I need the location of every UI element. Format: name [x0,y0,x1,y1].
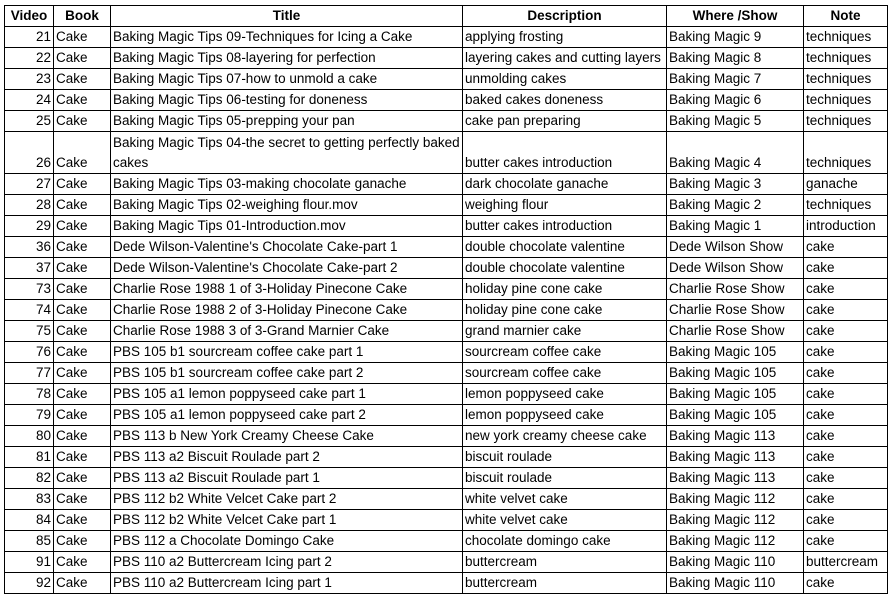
cell-description[interactable]: butter cakes introduction [463,132,667,174]
cell-video[interactable]: 24 [5,90,54,111]
table-row [5,321,888,342]
header-where-show[interactable]: Where /Show [667,6,804,27]
cell-video[interactable]: 92 [5,573,54,594]
cell-note[interactable]: techniques [804,48,888,69]
cell-where-show[interactable]: Baking Magic 105 [667,405,804,426]
cell-where-show[interactable]: Dede Wilson Show [667,237,804,258]
cell-description[interactable]: double chocolate valentine [463,258,667,279]
cell-description[interactable]: biscuit roulade [463,447,667,468]
cell-book[interactable]: Cake [54,216,111,237]
table-row [5,48,888,69]
cell-note[interactable]: buttercream [804,552,888,573]
cell-where-show[interactable]: Baking Magic 9 [667,27,804,48]
cell-description[interactable]: baked cakes doneness [463,90,667,111]
cell-book[interactable]: Cake [54,195,111,216]
cell-where-show[interactable]: Baking Magic 112 [667,489,804,510]
cell-where-show[interactable]: Baking Magic 113 [667,468,804,489]
cell-video[interactable]: 36 [5,237,54,258]
cell-note[interactable]: cake [804,426,888,447]
cell-title[interactable]: Charlie Rose 1988 2 of 3-Holiday Pinecone Cake [111,300,463,321]
cell-book[interactable]: Cake [54,237,111,258]
cell-book[interactable]: Cake [54,132,111,174]
cell-title[interactable]: Charlie Rose 1988 1 of 3-Holiday Pinecone Cake [111,279,463,300]
cell-description[interactable]: buttercream [463,552,667,573]
table-row [5,300,888,321]
table-row [5,552,888,573]
cell-title[interactable]: PBS 105 b1 sourcream coffee cake part 2 [111,363,463,384]
cell-where-show[interactable]: Baking Magic 110 [667,573,804,594]
cell-book[interactable]: Cake [54,384,111,405]
video-table [4,5,888,594]
table-row [5,405,888,426]
cell-book[interactable]: Cake [54,27,111,48]
table-row [5,510,888,531]
cell-description[interactable]: lemon poppyseed cake [463,384,667,405]
cell-book[interactable]: Cake [54,321,111,342]
cell-title[interactable]: Baking Magic Tips 01-Introduction.mov [111,216,463,237]
cell-description[interactable]: lemon poppyseed cake [463,405,667,426]
cell-note[interactable]: techniques [804,27,888,48]
cell-description[interactable]: grand marnier cake [463,321,667,342]
cell-note[interactable]: introduction [804,216,888,237]
cell-video[interactable]: 29 [5,216,54,237]
cell-where-show[interactable]: Baking Magic 105 [667,342,804,363]
table-row [5,279,888,300]
cell-note[interactable]: cake [804,468,888,489]
cell-video[interactable]: 91 [5,552,54,573]
cell-where-show[interactable]: Baking Magic 112 [667,531,804,552]
table-row [5,174,888,195]
cell-title[interactable]: PBS 112 b2 White Velcet Cake part 1 [111,510,463,531]
cell-book[interactable]: Cake [54,531,111,552]
cell-where-show[interactable]: Charlie Rose Show [667,321,804,342]
cell-note[interactable]: cake [804,237,888,258]
table-row [5,111,888,132]
cell-where-show[interactable]: Baking Magic 1 [667,216,804,237]
cell-where-show[interactable]: Baking Magic 110 [667,552,804,573]
header-row [5,6,888,27]
cell-book[interactable]: Cake [54,342,111,363]
cell-note[interactable]: cake [804,342,888,363]
table-row [5,195,888,216]
cell-title[interactable]: PBS 113 a2 Biscuit Roulade part 1 [111,468,463,489]
table-row [5,132,888,174]
cell-note[interactable]: techniques [804,111,888,132]
cell-description[interactable]: holiday pine cone cake [463,300,667,321]
cell-book[interactable]: Cake [54,447,111,468]
cell-note[interactable]: techniques [804,195,888,216]
cell-video[interactable]: 79 [5,405,54,426]
cell-video[interactable]: 78 [5,384,54,405]
cell-note[interactable]: techniques [804,90,888,111]
cell-title[interactable]: Baking Magic Tips 04-the secret to getting perfectly baked cakes [111,132,463,174]
cell-title[interactable]: Baking Magic Tips 06-testing for doneness [111,90,463,111]
cell-video[interactable]: 75 [5,321,54,342]
table-row [5,216,888,237]
cell-title[interactable]: Charlie Rose 1988 3 of 3-Grand Marnier Cake [111,321,463,342]
cell-where-show[interactable]: Baking Magic 6 [667,90,804,111]
cell-title[interactable]: PBS 113 b New York Creamy Cheese Cake [111,426,463,447]
cell-title[interactable]: PBS 113 a2 Biscuit Roulade part 2 [111,447,463,468]
cell-book[interactable]: Cake [54,468,111,489]
cell-video[interactable]: 83 [5,489,54,510]
cell-title[interactable]: Baking Magic Tips 07-how to unmold a cake [111,69,463,90]
cell-book[interactable]: Cake [54,300,111,321]
cell-where-show[interactable]: Dede Wilson Show [667,258,804,279]
cell-where-show[interactable]: Baking Magic 5 [667,111,804,132]
cell-description[interactable]: holiday pine cone cake [463,279,667,300]
table-row [5,363,888,384]
cell-note[interactable]: cake [804,363,888,384]
cell-book[interactable]: Cake [54,48,111,69]
cell-video[interactable]: 84 [5,510,54,531]
cell-video[interactable]: 25 [5,111,54,132]
cell-note[interactable]: techniques [804,132,888,174]
cell-title[interactable]: Baking Magic Tips 02-weighing flour.mov [111,195,463,216]
table-row [5,237,888,258]
cell-title[interactable]: Baking Magic Tips 09-Techniques for Icing a Cake [111,27,463,48]
cell-description[interactable]: white velvet cake [463,510,667,531]
cell-where-show[interactable]: Charlie Rose Show [667,300,804,321]
cell-description[interactable]: sourcream coffee cake [463,363,667,384]
table-row [5,489,888,510]
cell-video[interactable]: 26 [5,132,54,174]
cell-book[interactable]: Cake [54,174,111,195]
table-row [5,27,888,48]
cell-book[interactable]: Cake [54,552,111,573]
cell-description[interactable]: butter cakes introduction [463,216,667,237]
cell-description[interactable]: buttercream [463,573,667,594]
cell-note[interactable]: cake [804,279,888,300]
header-title[interactable]: Title [111,6,463,27]
cell-book[interactable]: Cake [54,90,111,111]
cell-book[interactable]: Cake [54,363,111,384]
cell-description[interactable]: unmolding cakes [463,69,667,90]
cell-description[interactable]: cake pan preparing [463,111,667,132]
cell-title[interactable]: Dede Wilson-Valentine's Chocolate Cake-part 2 [111,258,463,279]
cell-video[interactable]: 22 [5,48,54,69]
cell-title[interactable]: PBS 105 a1 lemon poppyseed cake part 2 [111,405,463,426]
cell-title[interactable]: Baking Magic Tips 03-making chocolate ganache [111,174,463,195]
header-video[interactable]: Video [5,6,54,27]
cell-description[interactable]: dark chocolate ganache [463,174,667,195]
header-description[interactable]: Description [463,6,667,27]
cell-video[interactable]: 27 [5,174,54,195]
cell-description[interactable]: new york creamy cheese cake [463,426,667,447]
cell-note[interactable]: cake [804,405,888,426]
table-row [5,447,888,468]
cell-book[interactable]: Cake [54,510,111,531]
cell-book[interactable]: Cake [54,426,111,447]
cell-description[interactable]: layering cakes and cutting layers [463,48,667,69]
cell-note[interactable]: techniques [804,69,888,90]
table-row [5,90,888,111]
cell-note[interactable]: cake [804,300,888,321]
table-row [5,468,888,489]
cell-title[interactable]: PBS 110 a2 Buttercream Icing part 2 [111,552,463,573]
cell-note[interactable]: cake [804,510,888,531]
table-row [5,342,888,363]
cell-where-show[interactable]: Baking Magic 113 [667,447,804,468]
cell-note[interactable]: cake [804,489,888,510]
cell-video[interactable]: 85 [5,531,54,552]
cell-where-show[interactable]: Baking Magic 105 [667,363,804,384]
table-row [5,69,888,90]
cell-video[interactable]: 23 [5,69,54,90]
cell-video[interactable]: 82 [5,468,54,489]
header-book[interactable]: Book [54,6,111,27]
table-row [5,258,888,279]
cell-note[interactable]: cake [804,384,888,405]
header-note[interactable]: Note [804,6,888,27]
cell-video[interactable]: 76 [5,342,54,363]
cell-description[interactable]: chocolate domingo cake [463,531,667,552]
cell-note[interactable]: cake [804,321,888,342]
cell-where-show[interactable]: Baking Magic 105 [667,384,804,405]
cell-description[interactable]: weighing flour [463,195,667,216]
cell-title[interactable]: Baking Magic Tips 05-prepping your pan [111,111,463,132]
cell-video[interactable]: 80 [5,426,54,447]
table-row [5,384,888,405]
cell-where-show[interactable]: Baking Magic 2 [667,195,804,216]
cell-description[interactable]: white velvet cake [463,489,667,510]
cell-book[interactable]: Cake [54,405,111,426]
cell-video[interactable]: 73 [5,279,54,300]
cell-description[interactable]: double chocolate valentine [463,237,667,258]
cell-note[interactable]: cake [804,573,888,594]
cell-where-show[interactable]: Baking Magic 113 [667,426,804,447]
cell-video[interactable]: 74 [5,300,54,321]
table-body [5,27,888,594]
cell-title[interactable]: PBS 112 a Chocolate Domingo Cake [111,531,463,552]
cell-video[interactable]: 21 [5,27,54,48]
cell-title[interactable]: Baking Magic Tips 08-layering for perfection [111,48,463,69]
cell-video[interactable]: 81 [5,447,54,468]
cell-title[interactable]: PBS 112 b2 White Velcet Cake part 2 [111,489,463,510]
cell-note[interactable]: cake [804,447,888,468]
cell-description[interactable]: sourcream coffee cake [463,342,667,363]
cell-video[interactable]: 37 [5,258,54,279]
table-row [5,531,888,552]
cell-where-show[interactable]: Baking Magic 3 [667,174,804,195]
cell-book[interactable]: Cake [54,69,111,90]
cell-where-show[interactable]: Baking Magic 112 [667,510,804,531]
cell-where-show[interactable]: Baking Magic 8 [667,48,804,69]
cell-note[interactable]: cake [804,531,888,552]
cell-title[interactable]: PBS 105 b1 sourcream coffee cake part 1 [111,342,463,363]
table-row [5,426,888,447]
cell-description[interactable]: applying frosting [463,27,667,48]
cell-where-show[interactable]: Baking Magic 4 [667,132,804,174]
cell-where-show[interactable]: Baking Magic 7 [667,69,804,90]
cell-video[interactable]: 77 [5,363,54,384]
cell-book[interactable]: Cake [54,279,111,300]
cell-where-show[interactable]: Charlie Rose Show [667,279,804,300]
cell-book[interactable]: Cake [54,111,111,132]
cell-book[interactable]: Cake [54,573,111,594]
cell-book[interactable]: Cake [54,489,111,510]
table-row [5,573,888,594]
cell-note[interactable]: ganache [804,174,888,195]
cell-video[interactable]: 28 [5,195,54,216]
cell-note[interactable]: cake [804,258,888,279]
cell-title[interactable]: Dede Wilson-Valentine's Chocolate Cake-part 1 [111,237,463,258]
cell-title[interactable]: PBS 105 a1 lemon poppyseed cake part 1 [111,384,463,405]
cell-description[interactable]: biscuit roulade [463,468,667,489]
cell-book[interactable]: Cake [54,258,111,279]
cell-title[interactable]: PBS 110 a2 Buttercream Icing part 1 [111,573,463,594]
